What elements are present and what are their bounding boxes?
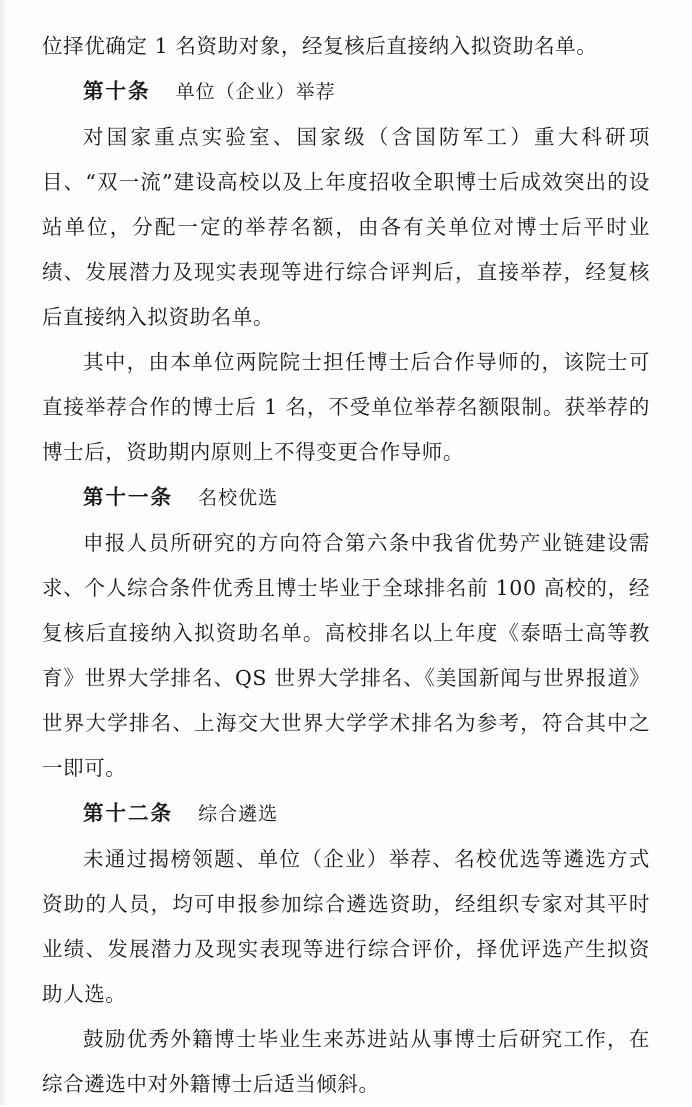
article-number: 第十条 [83,79,151,103]
paragraph: 申报人员所研究的方向符合第六条中我省优势产业链建设需求、个人综合条件优秀且博士毕业于全球排名前 100 高校的，经复核后直接纳入拟资助名单。高校排名以上年度《泰晤士高等教育》世界大学排名、QS 世界大学排名、《美国新闻与世界报道》世界大学排名、上海交大世界大学学术排名为参考，符合其中之一即可。 [42,531,650,780]
document-body [42,24,650,1107]
paragraph: 其中，由本单位两院院士担任博士后合作导师的，该院士可直接举荐合作的博士后 1 名，不受单位举荐名额限制。获举荐的博士后，资助期内原则上不得变更合作导师。 [42,350,650,464]
article-title: 单位（企业）举荐 [175,81,336,103]
paragraph: 对国家重点实验室、国家级（含国防军工）重大科研项目、“双一流”建设高校以及上年度招收全职博士后成效突出的设站单位，分配一定的举荐名额，由各有关单位对博士后平时业绩、发展潜力及现实表现等进行综合评判后，直接举荐，经复核后直接纳入拟资助名单。 [42,125,650,329]
paragraph: 鼓励优秀外籍博士毕业生来苏进站从事博士后研究工作，在综合遴选中对外籍博士后适当倾斜。 [42,1027,650,1096]
article-title: 名校优选 [198,487,279,509]
paragraph: 位择优确定 1 名资助对象，经复核后直接纳入拟资助名单。 [42,34,598,58]
article-number: 第十二条 [83,801,173,825]
page-edge-shadow [0,0,6,1105]
paragraph: 未通过揭榜领题、单位（企业）举荐、名校优选等遴选方式资助的人员，均可申报参加综合遴选资助，经组织专家对其平时业绩、发展潜力及现实表现等进行综合评价，择优评选产生拟资助人选。 [42,847,650,1006]
article-title: 综合遴选 [198,803,279,825]
article-number: 第十一条 [83,485,173,509]
article-heading [42,69,650,115]
article-heading [42,475,650,521]
article-heading [42,791,650,837]
